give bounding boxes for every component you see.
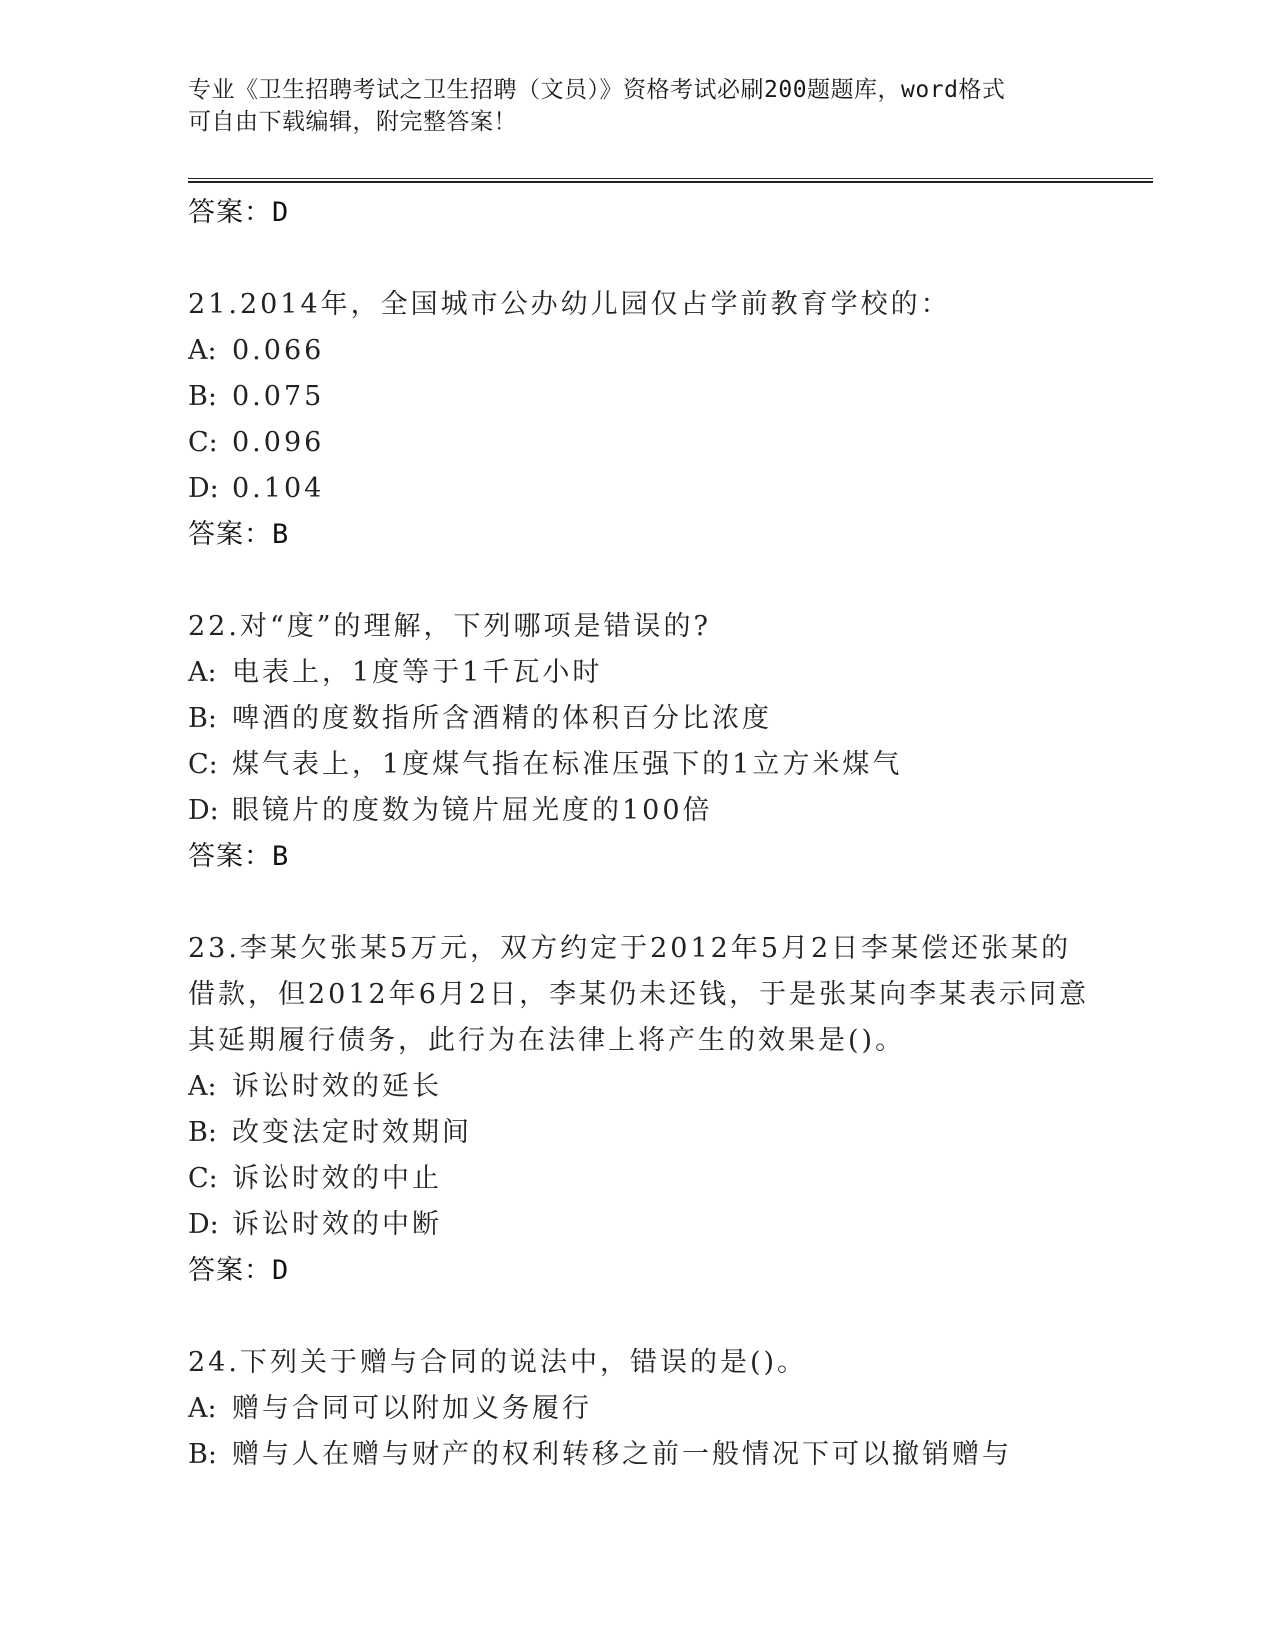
option-b: [188, 374, 1138, 420]
option-letter: A:: [188, 1393, 217, 1424]
option-b: [188, 1432, 1138, 1478]
answer-value: B: [272, 519, 290, 550]
answer-value: B: [272, 841, 290, 872]
option-text: 赠与合同可以附加义务履行: [232, 1393, 592, 1424]
option-text: 0.104: [232, 473, 325, 504]
option-text: 改变法定时效期间: [232, 1117, 472, 1148]
option-text: 0.075: [232, 381, 325, 412]
question-text-line-3: 其延期履行债务，此行为在法律上将产生的效果是()。: [188, 1025, 906, 1056]
option-a: [188, 650, 1138, 696]
answer-label: 答案：: [188, 519, 272, 550]
option-a: [188, 328, 1138, 374]
question-answer: [188, 512, 1138, 558]
answer-label: 答案：: [188, 197, 272, 228]
question-24: [188, 1340, 1138, 1478]
answer-value: D: [272, 1255, 290, 1286]
question-answer: [188, 834, 1138, 880]
option-text: 啤酒的度数指所含酒精的体积百分比浓度: [232, 703, 772, 734]
header-title-line-1: 专业《卫生招聘考试之卫生招聘（文员）》资格考试必刷200题题库，word格式: [188, 77, 1006, 103]
option-text: 赠与人在赠与财产的权利转移之前一般情况下可以撤销赠与: [232, 1439, 1012, 1470]
option-text: 诉讼时效的中止: [232, 1163, 442, 1194]
question-23: [188, 926, 1138, 1294]
option-text: 煤气表上，1度煤气指在标准压强下的1立方米煤气: [232, 749, 903, 780]
question-answer: [188, 1248, 1138, 1294]
document-header: [188, 74, 1088, 138]
option-letter: D:: [188, 1209, 219, 1240]
option-letter: C:: [188, 1163, 218, 1194]
question-text: 24.下列关于赠与合同的说法中，错误的是()。: [188, 1347, 808, 1378]
option-text: 0.096: [232, 427, 325, 458]
option-d: [188, 788, 1138, 834]
option-b: [188, 696, 1138, 742]
option-c: [188, 420, 1138, 466]
question-text-line-1: 23.李某欠张某5万元，双方约定于2012年5月2日李某偿还张某的: [188, 933, 1072, 964]
previous-answer: [188, 190, 1138, 236]
header-divider-thick: [188, 181, 1153, 183]
option-letter: C:: [188, 427, 218, 458]
answer-label: 答案：: [188, 1255, 272, 1286]
option-letter: A:: [188, 1071, 217, 1102]
answer-label: 答案：: [188, 841, 272, 872]
option-letter: C:: [188, 749, 218, 780]
option-c: [188, 1156, 1138, 1202]
option-b: [188, 1110, 1138, 1156]
question-22: [188, 604, 1138, 880]
option-d: [188, 466, 1138, 512]
option-a: [188, 1386, 1138, 1432]
header-title-line-2: 可自由下载编辑，附完整答案！: [188, 109, 517, 135]
question-text: 22.对“度”的理解，下列哪项是错误的?: [188, 611, 712, 642]
option-letter: D:: [188, 473, 219, 504]
option-text: 电表上，1度等于1千瓦小时: [232, 657, 603, 688]
option-text: 诉讼时效的中断: [232, 1209, 442, 1240]
option-letter: B:: [188, 703, 217, 734]
option-letter: B:: [188, 1439, 217, 1470]
question-list: [188, 190, 1138, 1478]
question-text: 21.2014年，全国城市公办幼儿园仅占学前教育学校的：: [188, 289, 951, 320]
question-21: [188, 282, 1138, 558]
answer-value: D: [272, 197, 290, 228]
option-letter: D:: [188, 795, 219, 826]
option-letter: B:: [188, 1117, 217, 1148]
option-text: 0.066: [232, 335, 325, 366]
option-text: 诉讼时效的延长: [232, 1071, 442, 1102]
option-d: [188, 1202, 1138, 1248]
option-letter: A:: [188, 657, 217, 688]
option-c: [188, 742, 1138, 788]
header-divider-thin: [188, 178, 1153, 179]
option-a: [188, 1064, 1138, 1110]
option-letter: A:: [188, 335, 217, 366]
option-letter: B:: [188, 381, 217, 412]
option-text: 眼镜片的度数为镜片屈光度的100倍: [232, 795, 713, 826]
question-text-line-2: 借款，但2012年6月2日，李某仍未还钱，于是张某向李某表示同意: [188, 979, 1090, 1010]
